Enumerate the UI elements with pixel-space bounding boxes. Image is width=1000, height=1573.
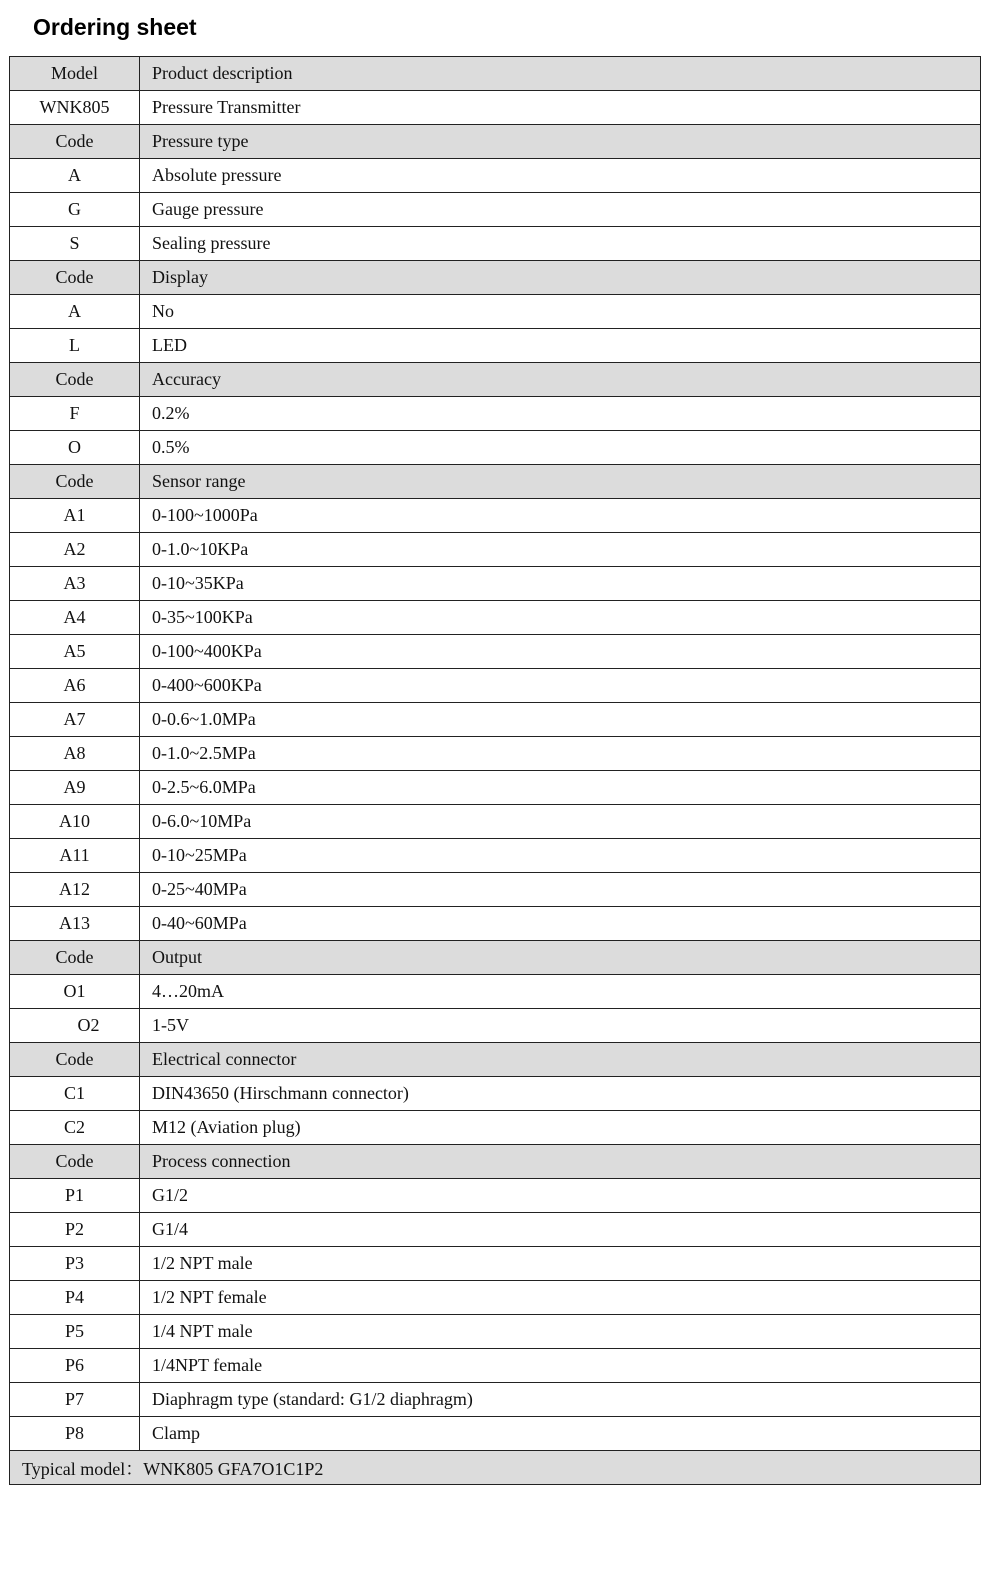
description-cell: 1/4NPT female: [140, 1349, 981, 1383]
code-text: A5: [63, 641, 86, 661]
table-row: [10, 1383, 981, 1417]
description-cell: G1/4: [140, 1213, 981, 1247]
section-header-row: [10, 57, 981, 91]
code-cell: [10, 1179, 140, 1213]
code-cell: [10, 703, 140, 737]
code-cell: [10, 907, 140, 941]
description-cell: 0-100~400KPa: [140, 635, 981, 669]
code-cell: [10, 1111, 140, 1145]
description-cell: Gauge pressure: [140, 193, 981, 227]
ordering-table: [9, 56, 981, 1485]
code-text: P7: [64, 1389, 84, 1409]
code-cell: [10, 1077, 140, 1111]
code-cell: [10, 57, 140, 91]
table-row: [10, 1179, 981, 1213]
code-text: A10: [59, 811, 90, 831]
code-cell: [10, 1349, 140, 1383]
section-header-row: [10, 941, 981, 975]
code-text: Code: [55, 267, 94, 287]
code-cell: [10, 431, 140, 465]
page-title: Ordering sheet: [33, 14, 197, 40]
description-cell: 0-100~1000Pa: [140, 499, 981, 533]
description-cell: Accuracy: [140, 363, 981, 397]
description-cell: 0-6.0~10MPa: [140, 805, 981, 839]
code-text: Model: [51, 63, 98, 83]
code-text: P6: [64, 1355, 84, 1375]
table-row: [10, 567, 981, 601]
code-text: P5: [64, 1321, 84, 1341]
code-cell: [10, 1145, 140, 1179]
code-text: A3: [63, 573, 86, 593]
table-row: [10, 669, 981, 703]
description-cell: Sealing pressure: [140, 227, 981, 261]
table-row: [10, 1349, 981, 1383]
code-text: Code: [55, 1049, 94, 1069]
table-row: [10, 397, 981, 431]
table-row: [10, 975, 981, 1009]
description-cell: 0-35~100KPa: [140, 601, 981, 635]
table-row: [10, 839, 981, 873]
table-row: [10, 1281, 981, 1315]
description-cell: 4…20mA: [140, 975, 981, 1009]
code-text: A2: [63, 539, 86, 559]
table-row: [10, 601, 981, 635]
table-row: [10, 533, 981, 567]
description-cell: G1/2: [140, 1179, 981, 1213]
code-text: P1: [64, 1185, 84, 1205]
section-header-row: [10, 1043, 981, 1077]
code-text: A6: [63, 675, 86, 695]
typical-model-row: [10, 1451, 981, 1485]
code-text: A12: [59, 879, 90, 899]
code-text: A1: [63, 505, 86, 525]
code-text: C1: [63, 1083, 85, 1103]
code-cell: [10, 363, 140, 397]
description-cell: M12 (Aviation plug): [140, 1111, 981, 1145]
section-header-row: [10, 261, 981, 295]
code-cell: [10, 261, 140, 295]
section-header-row: [10, 363, 981, 397]
description-cell: LED: [140, 329, 981, 363]
description-cell: 0-10~25MPa: [140, 839, 981, 873]
table-row: [10, 771, 981, 805]
description-cell: Diaphragm type (standard: G1/2 diaphragm): [140, 1383, 981, 1417]
ordering-table-body: [10, 57, 981, 1485]
code-cell: [10, 1383, 140, 1417]
code-text: Code: [55, 947, 94, 967]
table-row: [10, 1111, 981, 1145]
code-cell: [10, 227, 140, 261]
typical-model: Typical model：WNK805 GFA7O1C1P2: [10, 1451, 981, 1485]
code-text: A13: [59, 913, 90, 933]
code-cell: [10, 601, 140, 635]
table-row: [10, 1077, 981, 1111]
code-text: A: [68, 301, 81, 321]
description-cell: 0.5%: [140, 431, 981, 465]
table-row: [10, 91, 981, 125]
table-row: [10, 635, 981, 669]
code-text: A7: [63, 709, 86, 729]
code-text: G: [68, 199, 81, 219]
code-text: A9: [63, 777, 86, 797]
table-row: [10, 227, 981, 261]
code-text: F: [69, 403, 80, 423]
description-cell: 1/2 NPT female: [140, 1281, 981, 1315]
code-cell: [10, 159, 140, 193]
table-row: [10, 873, 981, 907]
description-cell: Electrical connector: [140, 1043, 981, 1077]
code-cell: [10, 533, 140, 567]
table-row: [10, 1213, 981, 1247]
code-cell: [10, 1315, 140, 1349]
code-text: P3: [64, 1253, 84, 1273]
code-text: WNK805: [39, 97, 110, 117]
description-cell: Display: [140, 261, 981, 295]
code-cell: [10, 1417, 140, 1451]
code-cell: [10, 1043, 140, 1077]
code-cell: [10, 975, 140, 1009]
description-cell: 0-2.5~6.0MPa: [140, 771, 981, 805]
code-text: A8: [63, 743, 86, 763]
code-text: S: [69, 233, 80, 253]
code-cell: [10, 295, 140, 329]
table-row: [10, 159, 981, 193]
code-cell: [10, 1009, 140, 1043]
code-text: C2: [63, 1117, 85, 1137]
code-cell: [10, 669, 140, 703]
code-cell: [10, 839, 140, 873]
description-cell: 0.2%: [140, 397, 981, 431]
code-text: A11: [59, 845, 90, 865]
code-cell: [10, 91, 140, 125]
code-text: O: [68, 437, 81, 457]
description-cell: 1/2 NPT male: [140, 1247, 981, 1281]
code-cell: [10, 329, 140, 363]
description-cell: Absolute pressure: [140, 159, 981, 193]
code-text: A4: [63, 607, 86, 627]
code-cell: [10, 193, 140, 227]
code-cell: [10, 805, 140, 839]
description-cell: Sensor range: [140, 465, 981, 499]
description-cell: No: [140, 295, 981, 329]
description-cell: DIN43650 (Hirschmann connector): [140, 1077, 981, 1111]
table-row: [10, 499, 981, 533]
code-text: P2: [64, 1219, 84, 1239]
code-text: O2: [77, 1015, 100, 1035]
code-cell: [10, 567, 140, 601]
code-text: P4: [64, 1287, 84, 1307]
description-cell: 0-1.0~2.5MPa: [140, 737, 981, 771]
table-row: [10, 737, 981, 771]
code-text: Code: [55, 131, 94, 151]
table-row: [10, 1417, 981, 1451]
code-cell: [10, 465, 140, 499]
code-cell: [10, 125, 140, 159]
code-cell: [10, 737, 140, 771]
section-header-row: [10, 1145, 981, 1179]
table-row: [10, 193, 981, 227]
table-row: [10, 1009, 981, 1043]
code-cell: [10, 397, 140, 431]
table-row: [10, 1315, 981, 1349]
table-row: [10, 295, 981, 329]
table-row: [10, 805, 981, 839]
code-cell: [10, 1247, 140, 1281]
code-text: O1: [63, 981, 86, 1001]
description-cell: 0-400~600KPa: [140, 669, 981, 703]
code-text: Code: [55, 471, 94, 491]
code-text: A: [68, 165, 81, 185]
description-cell: Clamp: [140, 1417, 981, 1451]
description-cell: 0-1.0~10KPa: [140, 533, 981, 567]
code-cell: [10, 1281, 140, 1315]
description-cell: Pressure Transmitter: [140, 91, 981, 125]
description-cell: 0-40~60MPa: [140, 907, 981, 941]
description-cell: Product description: [140, 57, 981, 91]
code-cell: [10, 499, 140, 533]
table-row: [10, 703, 981, 737]
description-cell: 1/4 NPT male: [140, 1315, 981, 1349]
code-text: L: [69, 335, 80, 355]
table-row: [10, 329, 981, 363]
code-cell: [10, 771, 140, 805]
description-cell: Output: [140, 941, 981, 975]
code-cell: [10, 941, 140, 975]
description-cell: Pressure type: [140, 125, 981, 159]
code-text: Code: [55, 1151, 94, 1171]
table-row: [10, 1247, 981, 1281]
description-cell: 0-25~40MPa: [140, 873, 981, 907]
code-cell: [10, 635, 140, 669]
code-cell: [10, 1213, 140, 1247]
description-cell: 1-5V: [140, 1009, 981, 1043]
code-text: Code: [55, 369, 94, 389]
code-cell: [10, 873, 140, 907]
description-cell: Process connection: [140, 1145, 981, 1179]
code-text: P8: [64, 1423, 84, 1443]
description-cell: 0-0.6~1.0MPa: [140, 703, 981, 737]
table-row: [10, 431, 981, 465]
description-cell: 0-10~35KPa: [140, 567, 981, 601]
table-row: [10, 907, 981, 941]
section-header-row: [10, 465, 981, 499]
section-header-row: [10, 125, 981, 159]
